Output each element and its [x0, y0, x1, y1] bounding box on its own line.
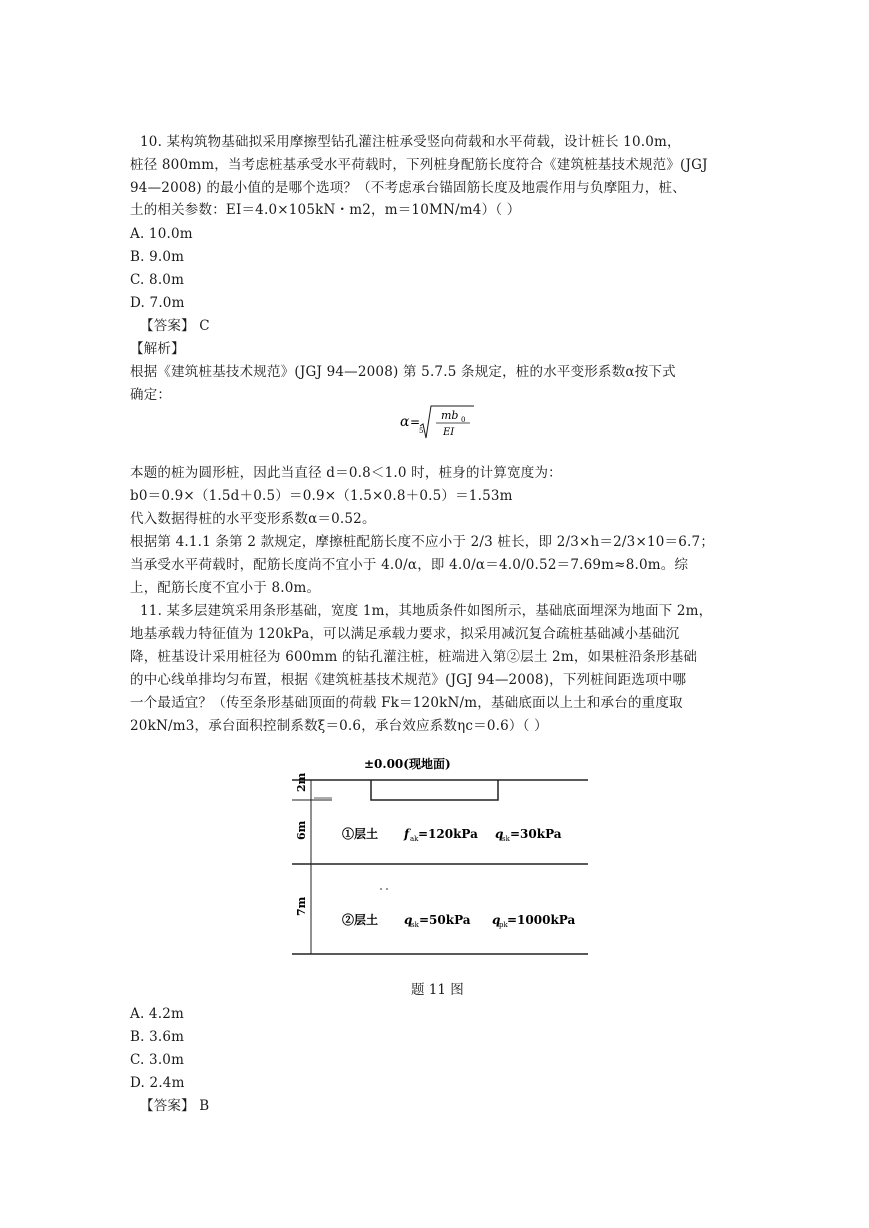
q10-analysis-line: 根据《建筑桩基技术规范》(JGJ 94—2008) 第 5.7.5 条规定，桩的水平变形系数α按下式	[130, 364, 676, 380]
svg-text:0: 0	[461, 416, 466, 424]
q11-option-c: C. 3.0m	[130, 1052, 185, 1068]
layer1-fak-sub: ak	[410, 835, 419, 843]
layer2-qsk-symbol: q	[404, 913, 413, 927]
q11-stem-line: 11. 某多层建筑采用条形基础，宽度 1m，其地质条件如图所示，基础底面埋深为地面下 2m，	[140, 603, 713, 619]
q10-analysis-title: 【解析】	[130, 341, 185, 357]
q11-option-a: A. 4.2m	[130, 1006, 185, 1022]
layer2-qpk-symbol: q	[492, 913, 501, 927]
figure-caption: 题 11 图	[411, 982, 464, 998]
q11-stem-line: 地基承载力特征值为 120kPa，可以满足承载力要求，拟采用减沉复合疏桩基础减小基础沉	[130, 626, 680, 642]
q11-option-b: B. 3.6m	[130, 1029, 185, 1045]
svg-text:5: 5	[419, 427, 424, 435]
q10-analysis-line: 确定：	[130, 387, 172, 403]
layer2-name: ②层土	[342, 913, 379, 927]
layer1-qsk-symbol: q	[495, 827, 504, 841]
q11-answer: 【答案】 B	[140, 1098, 210, 1114]
q10-stem-line: 10. 某构筑物基础拟采用摩擦型钻孔灌注桩承受竖向荷载和水平荷载，设计桩长 10.0m，	[140, 134, 681, 150]
ground-level-label: ±0.00(现地面)	[364, 757, 451, 771]
q10-analysis-line: 当承受水平荷载时，配筋长度尚不宜小于 4.0/α，即 4.0/α＝4.0/0.52＝7.69m≈8.0m。综	[130, 557, 689, 573]
q10-option-d: D. 7.0m	[130, 295, 185, 311]
q10-answer: 【答案】 C	[140, 318, 210, 334]
q11-stem-line: 一个最适宜？（传至条形基础顶面的荷载 Fk＝120kN/m，基础底面以上土和承台的重度取	[130, 695, 683, 711]
layer2-qsk-value: =50kPa	[419, 913, 471, 927]
dim-7m: 7m	[295, 896, 308, 916]
layer1-name: ①层土	[342, 827, 379, 841]
q10-option-b: B. 9.0m	[130, 249, 185, 265]
layer1-fak-symbol: f	[404, 827, 410, 841]
layer1-qsk-sub: sk	[502, 835, 510, 843]
q11-stem-line: 20kN/m3，承台面积控制系数ξ＝0.6，承台效应系数ηc＝0.6）（ ）	[130, 718, 548, 734]
q10-analysis-line: 上，配筋长度不宜小于 8.0m。	[130, 580, 321, 596]
q10-stem-line: 94—2008) 的最小值的是哪个选项？（不考虑承台锚固筋长度及地震作用与负摩阻力，桩、	[130, 180, 686, 196]
svg-text:mb: mb	[441, 409, 459, 422]
q10-stem-line: 土的相关参数：EI＝4.0×105kN・m2，m＝10MN/m4）（ ）	[130, 202, 521, 218]
dim-6m: 6m	[295, 820, 308, 840]
layer2-qpk-value: =1000kPa	[507, 913, 576, 927]
svg-text:=: =	[410, 415, 421, 429]
layer2-qsk-sub: sk	[411, 921, 419, 929]
q10-stem-line: 桩径 800mm，当考虑桩基承受水平荷载时，下列桩身配筋长度符合《建筑桩基技术规范》(JGJ	[130, 157, 708, 173]
alpha-formula	[398, 402, 478, 442]
q11-stem-line: 的中心线单排均匀布置，根据《建筑桩基技术规范》(JGJ 94—2008)，下列桩间距选项中哪	[130, 672, 687, 688]
layer1-qsk-value: =30kPa	[510, 827, 562, 841]
q10-analysis-line: 根据第 4.1.1 条第 2 款规定，摩擦桩配筋长度不应小于 2/3 桩长，即 2/3×h＝2/3×10＝6.7；	[130, 534, 715, 550]
layer1-fak-value: =120kPa	[418, 827, 478, 841]
q10-analysis-line: 代入数据得桩的水平变形系数α＝0.52。	[130, 511, 376, 527]
q11-stem-line: 降，桩基设计采用桩径为 600mm 的钻孔灌注桩，桩端进入第②层土 2m，如果桩沿条形基础	[130, 649, 698, 665]
dim-2m: 2m	[295, 772, 308, 792]
svg-text:EI: EI	[443, 427, 455, 438]
q10-option-a: A. 10.0m	[130, 226, 193, 242]
q10-analysis-line: b0＝0.9×（1.5d＋0.5）＝0.9×（1.5×0.8＋0.5）＝1.53m	[130, 488, 513, 504]
soil-profile-figure	[292, 752, 588, 956]
q10-option-c: C. 8.0m	[130, 272, 185, 288]
layer2-qpk-sub: pk	[499, 921, 508, 929]
q11-option-d: D. 2.4m	[130, 1075, 185, 1091]
q10-analysis-line: 本题的桩为圆形桩，因此当直径 d＝0.8＜1.0 时，桩身的计算宽度为：	[130, 465, 562, 481]
svg-text:α: α	[400, 414, 410, 430]
